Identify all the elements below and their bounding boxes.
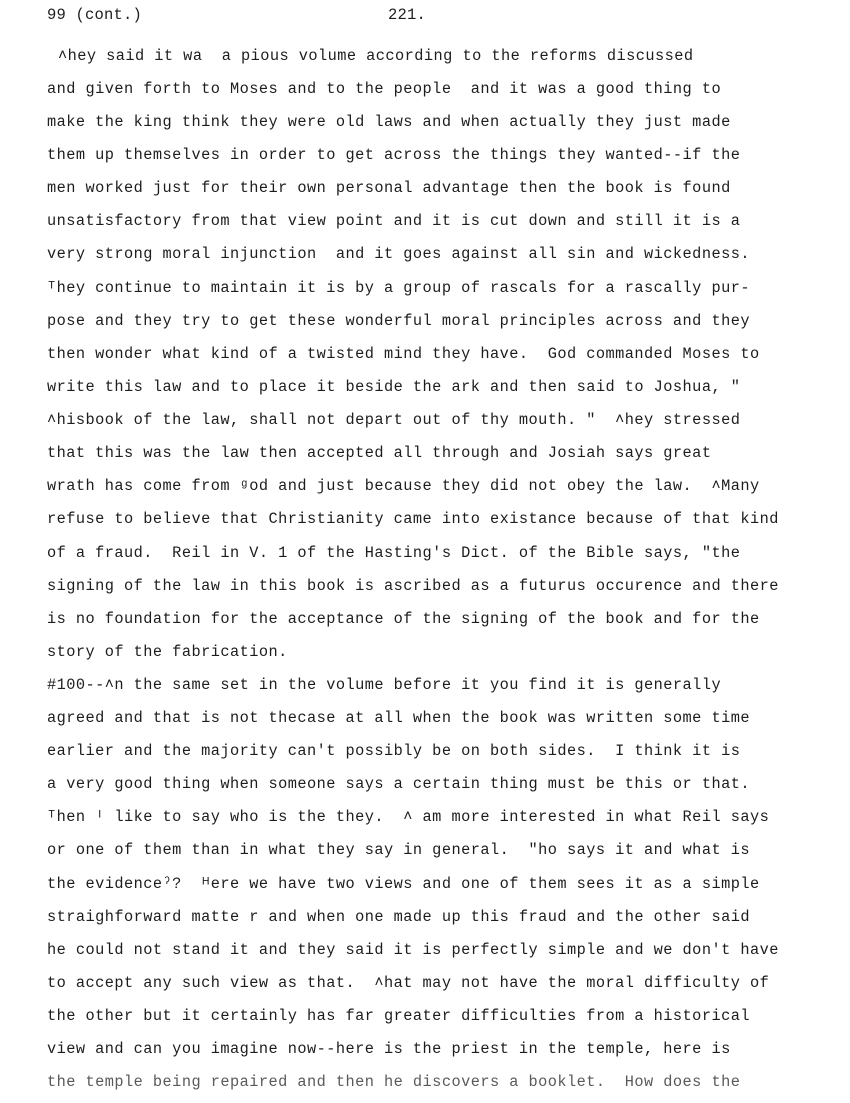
text-line: of a fraud. Reil in V. 1 of the Hasting's Dict. of the Bible says, "the — [47, 544, 741, 562]
text-line: signing of the law in this book is ascribed as a futurus occurence and there — [47, 577, 779, 595]
text-line: #100--˄n the same set in the volume before it you find it is generally — [47, 676, 722, 694]
section-reference: 99 (cont.) — [47, 6, 143, 24]
text-line: them up themselves in order to get across the things they wanted--if the — [47, 146, 741, 164]
text-line: make the king think they were old laws and when actually they just made — [47, 113, 731, 131]
page-header — [0, 0, 850, 34]
text-line: is no foundation for the acceptance of the signing of the book and for the — [47, 610, 760, 628]
text-line: men worked just for their own personal advantage then the book is found — [47, 179, 731, 197]
text-line: ˄hey said it wa a pious volume according to the reforms discussed — [58, 47, 694, 65]
text-line: and given forth to Moses and to the people and it was a good thing to — [47, 80, 722, 98]
text-line: ᵀhen ᴵ like to say who is the they. ˄ am more interested in what Reil says — [47, 808, 770, 826]
text-line: wrath has come from ᵍod and just because they did not obey the law. ˄Many — [47, 477, 760, 495]
text-line: unsatisfactory from that view point and it is cut down and still it is a — [47, 212, 741, 230]
text-line: the evidenceˀ? ᴴere we have two views and one of them sees it as a simple — [47, 875, 760, 893]
text-line: then wonder what kind of a twisted mind they have. God commanded Moses to — [47, 345, 760, 363]
text-line: the temple being repaired and then he discovers a booklet. How does the — [47, 1073, 741, 1091]
text-line: ᵀhey continue to maintain it is by a group of rascals for a rascally pur- — [47, 279, 750, 297]
text-line: straighforward matte r and when one made up this fraud and the other said — [47, 908, 750, 926]
text-line: refuse to believe that Christianity came into existance because of that kind — [47, 510, 779, 528]
text-line: write this law and to place it beside the ark and then said to Joshua, " — [47, 378, 741, 396]
text-line: that this was the law then accepted all through and Josiah says great — [47, 444, 712, 462]
text-line: the other but it certainly has far greater difficulties from a historical — [47, 1007, 750, 1025]
text-line: ˄hisbook of the law, shall not depart out of thy mouth. " ˄hey stressed — [47, 411, 741, 429]
text-line: to accept any such view as that. ˄hat may not have the moral difficulty of — [47, 974, 770, 992]
text-line: very strong moral injunction and it goes against all sin and wickedness. — [47, 245, 750, 263]
text-line: a very good thing when someone says a certain thing must be this or that. — [47, 775, 750, 793]
text-line: or one of them than in what they say in general. "ho says it and what is — [47, 841, 750, 859]
text-line: pose and they try to get these wonderful moral principles across and they — [47, 312, 750, 330]
page-number: 221. — [388, 6, 427, 24]
text-line: view and can you imagine now--here is the priest in the temple, here is — [47, 1040, 731, 1058]
text-line: he could not stand it and they said it is perfectly simple and we don't have — [47, 941, 779, 959]
text-line: earlier and the majority can't possibly be on both sides. I think it is — [47, 742, 741, 760]
text-line: story of the fabrication. — [47, 643, 288, 661]
text-line: agreed and that is not thecase at all when the book was written some time — [47, 709, 750, 727]
